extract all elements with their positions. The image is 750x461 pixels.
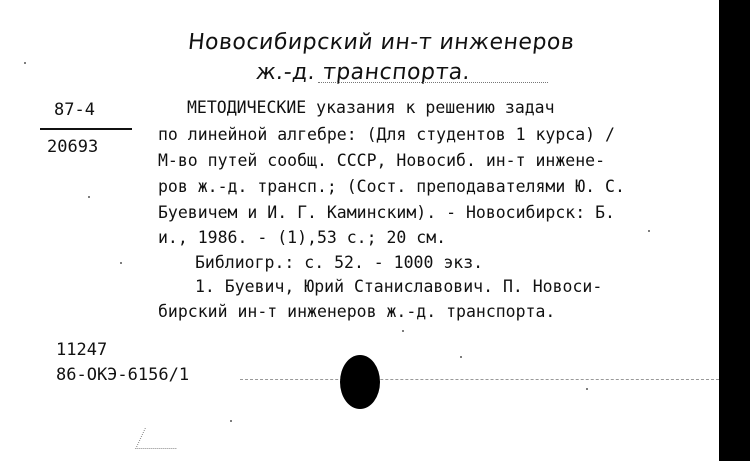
call-number-divider xyxy=(40,128,132,130)
description-line-1: МЕТОДИЧЕСКИЕ указания к решению задач xyxy=(187,98,555,117)
description-line-4: ров ж.-д. трансп.; (Сост. преподавателями Ю. С. xyxy=(158,177,625,196)
description-line-5: Буевичем и И. Г. Каминским). - Новосибирск: Б. xyxy=(158,203,615,222)
scan-speck xyxy=(88,196,90,198)
scan-speck xyxy=(586,388,588,390)
scan-border xyxy=(719,0,750,461)
call-number-bottom: 20693 xyxy=(47,137,99,157)
order-code: 86-ОКЭ-6156/1 xyxy=(56,365,190,385)
bibliography-note: Библиогр.: с. 52. - 1000 экз. xyxy=(195,253,484,272)
handwritten-heading-line2: ж.-д. транспорта. xyxy=(254,60,472,85)
scan-speck xyxy=(120,262,122,264)
call-number-top: 87-4 xyxy=(54,100,95,120)
scan-speck xyxy=(230,420,232,422)
scan-speck xyxy=(402,330,404,332)
scan-speck xyxy=(648,230,650,232)
description-line-2: по линейной алгебре: (Для студентов 1 курса) / xyxy=(158,125,615,144)
scan-speck xyxy=(24,62,26,64)
handwritten-underline xyxy=(318,82,548,83)
bottom-rule xyxy=(240,379,719,380)
accession-number: 11247 xyxy=(56,340,108,360)
subject-entry-line-2: бирский ин-т инженеров ж.-д. транспорта. xyxy=(158,302,556,321)
subject-entry-line-1: 1. Буевич, Юрий Станиславович. П. Новоси- xyxy=(195,277,603,296)
punch-hole xyxy=(340,355,380,409)
scan-smudge xyxy=(135,428,186,449)
handwritten-heading-line1: Новосибирский ин-т инженеров xyxy=(186,30,576,55)
description-line-6: и., 1986. - (1),53 с.; 20 см. xyxy=(158,228,447,247)
scan-speck xyxy=(460,356,462,358)
description-line-3: М-во путей сообщ. СССР, Новосиб. ин-т инжене- xyxy=(158,151,606,170)
